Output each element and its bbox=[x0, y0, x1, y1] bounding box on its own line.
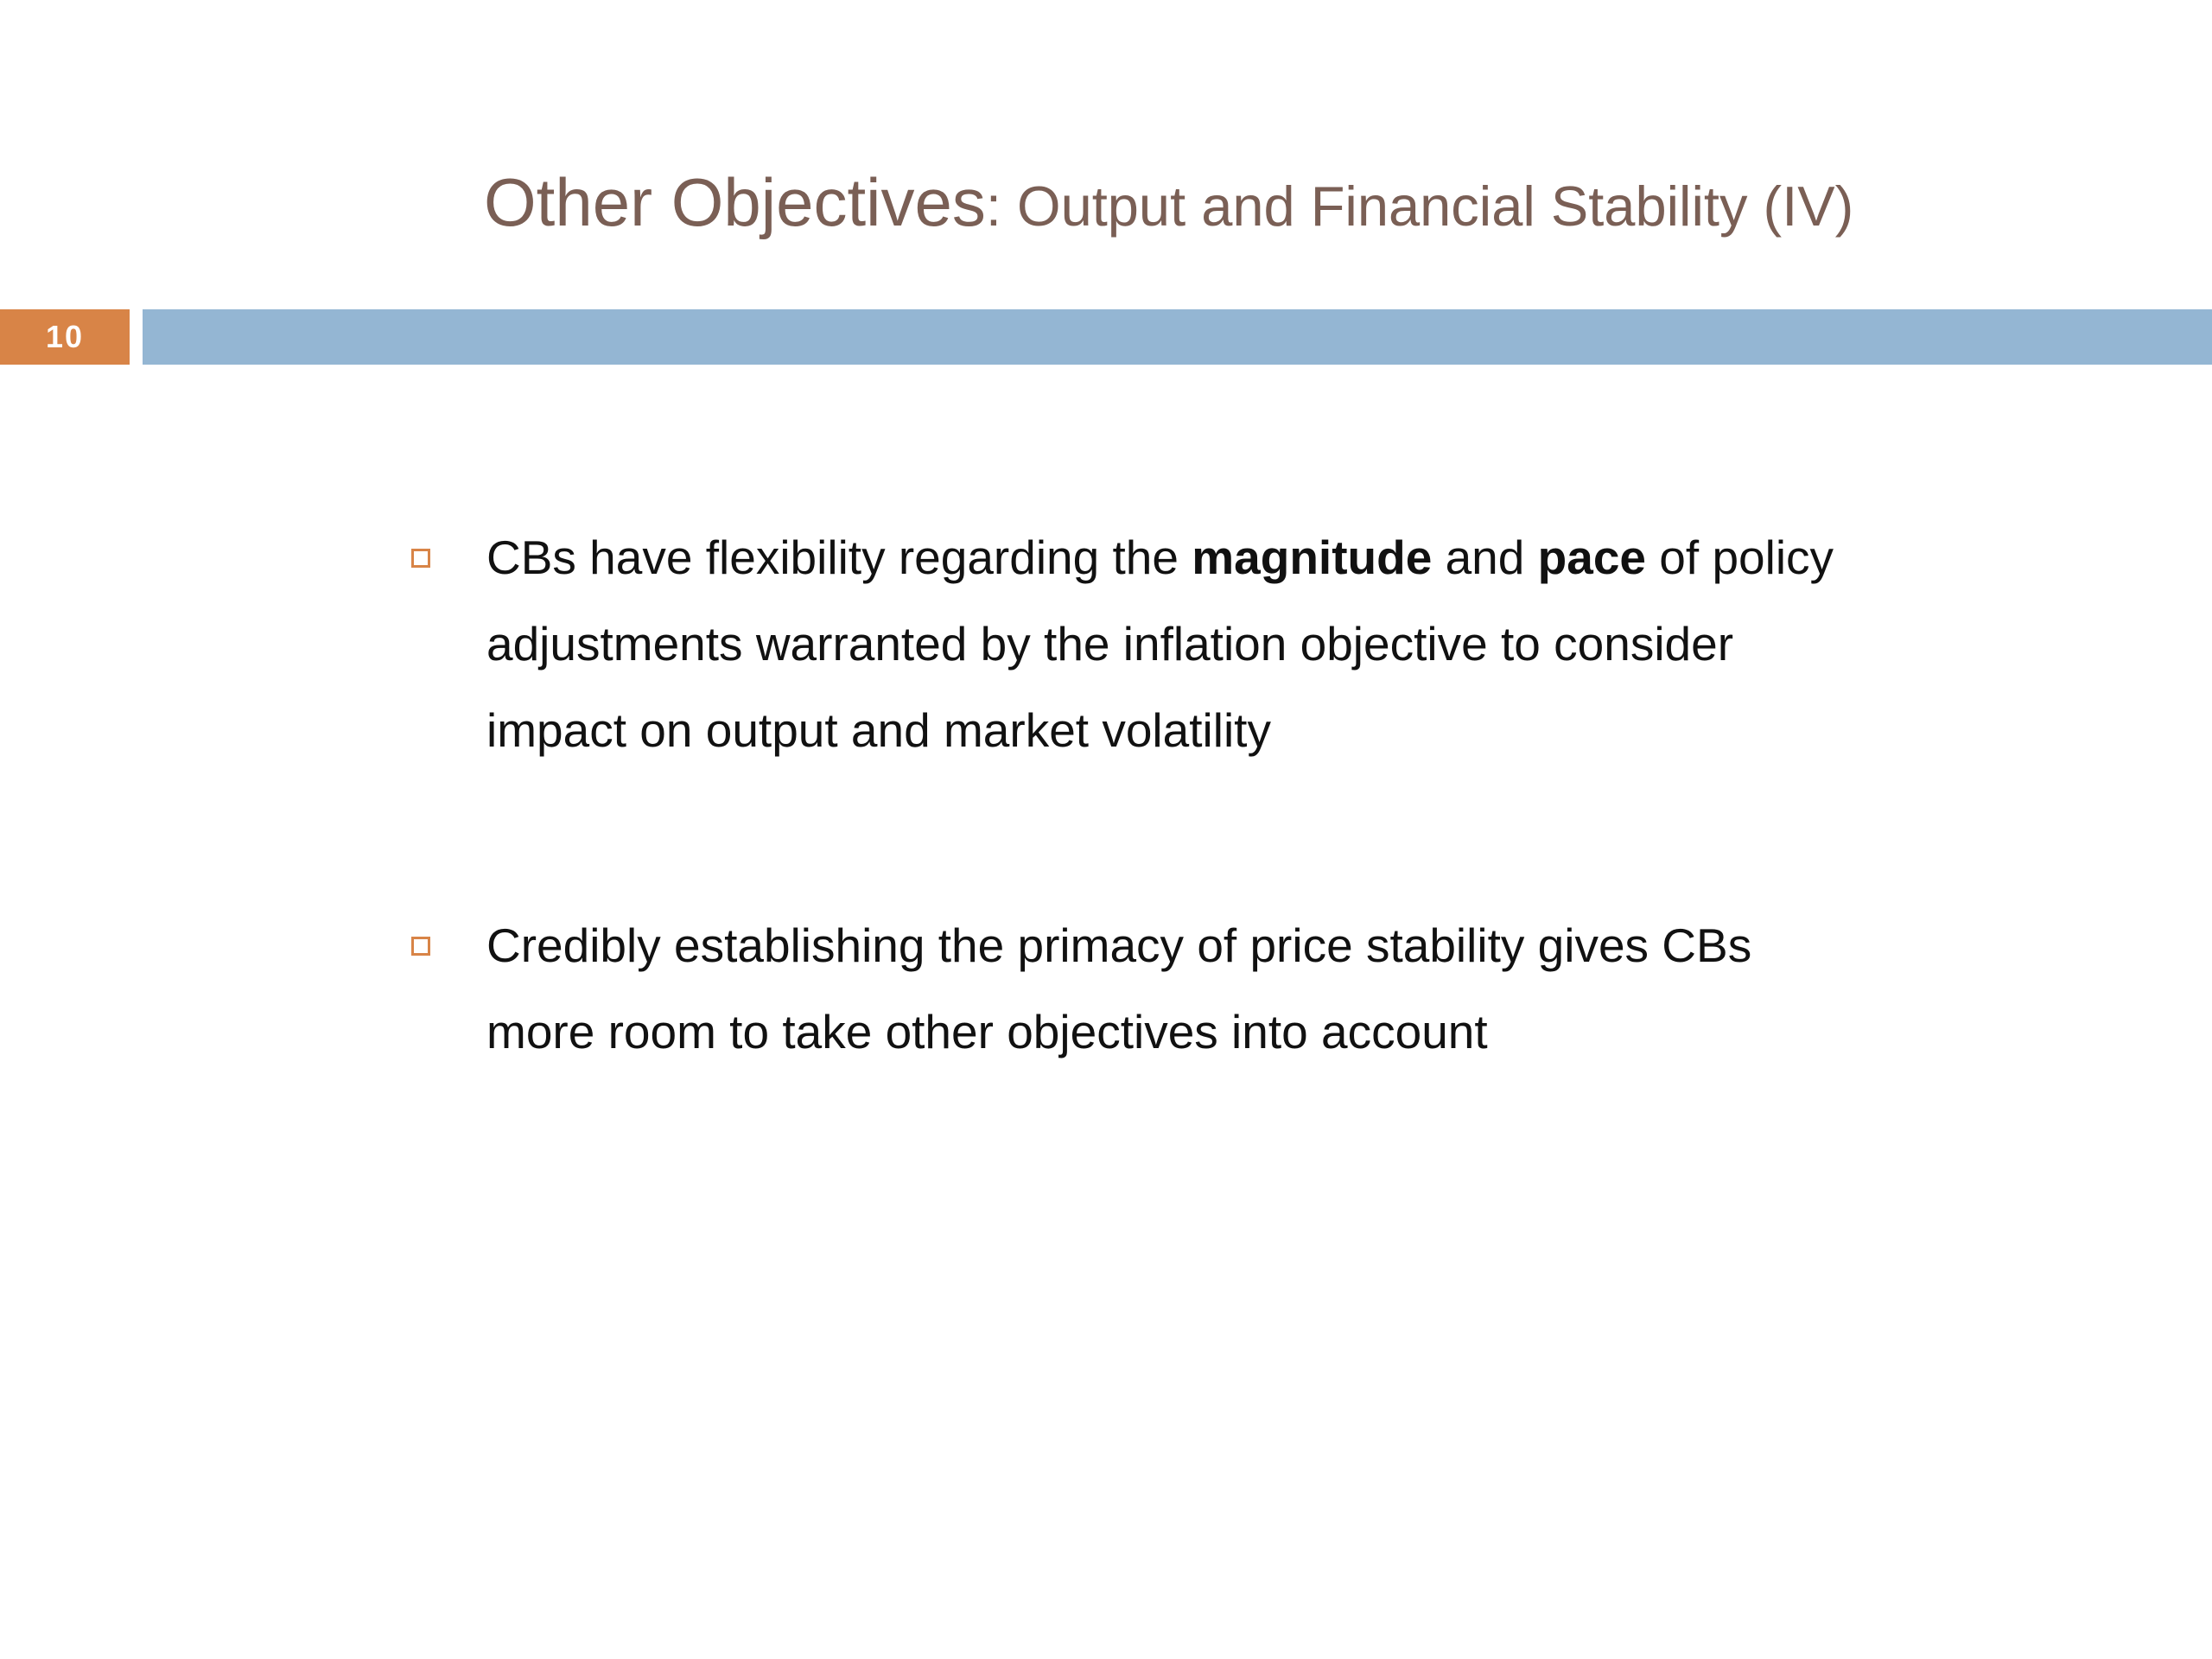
bullet-text-segment: of policy adjustments warranted by the inflation objective to consider impact on output and market volatility bbox=[486, 531, 1834, 757]
bullet-bold-pace: pace bbox=[1537, 531, 1647, 584]
bullet-text-segment: CBs have flexibility regarding the bbox=[486, 531, 1192, 584]
bullet-bold-magnitude: magnitude bbox=[1192, 531, 1433, 584]
slide-title-main: Other Objectives bbox=[484, 164, 986, 240]
bullet-text: Credibly establishing the primacy of price stability gives CBs more room to take other objectives into account bbox=[486, 918, 1752, 1058]
slide-number: 10 bbox=[0, 309, 130, 365]
hollow-square-bullet-icon bbox=[411, 937, 430, 956]
bullet-text bbox=[486, 514, 1843, 773]
hollow-square-bullet-icon bbox=[411, 549, 430, 568]
slide-title-subtitle: Output and Financial Stability (IV) bbox=[1001, 175, 1854, 238]
bullet-text-segment: and bbox=[1432, 531, 1538, 584]
slide-title bbox=[484, 164, 1854, 240]
header-bar bbox=[143, 309, 2212, 365]
slide-title-colon: : bbox=[985, 175, 1001, 238]
